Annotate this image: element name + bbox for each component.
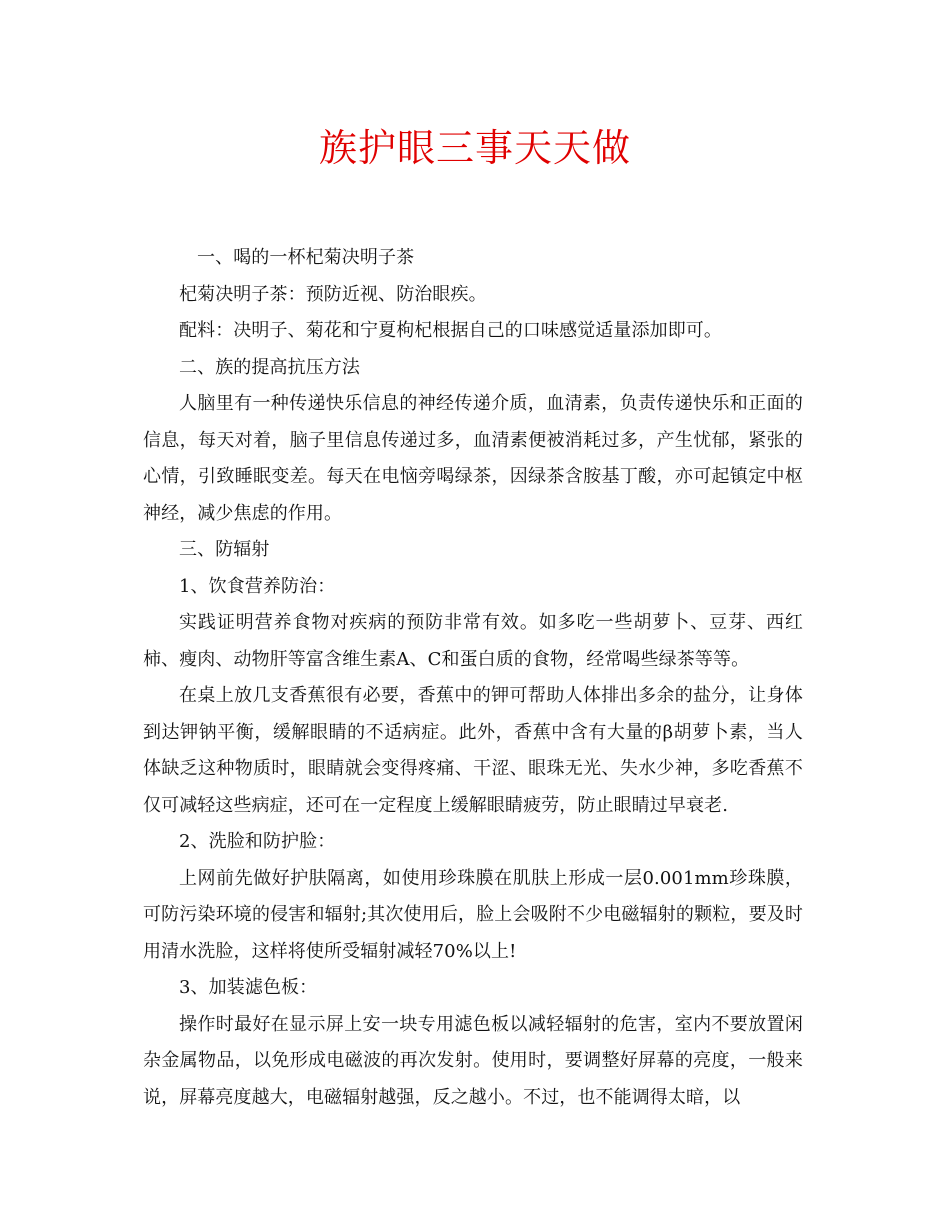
document-title: 族护眼三事天天做 (318, 126, 631, 170)
paragraph: 实践证明营养食物对疾病的预防非常有效。如多吃一些胡萝卜、豆芽、西红柿、瘦肉、动物肝等富含维生素A、C和蛋白质的食物，经常喝些绿茶等等。 (143, 612, 803, 670)
paragraph: 上网前先做好护肤隔离，如使用珍珠膜在肌肤上形成一层0.001mm珍珠膜，可防污染环境的侵害和辐射;其次使用后，脸上会吸附不少电磁辐射的颗粒，要及时用清水洗脸，这样将使所受辐射减轻70%以上! (143, 867, 803, 962)
paragraph: 人脑里有一种传递快乐信息的神经传递介质，血清素，负责传递快乐和正面的信息，每天对着，脑子里信息传递过多，血清素便被消耗过多，产生忧郁，紧张的心情，引致睡眠变差。每天在电恼旁喝绿茶，因绿茶含胺基丁酸，亦可起镇定中枢神经，减少焦虑的作用。 (143, 393, 803, 524)
document-body (143, 240, 803, 1116)
subheading-2: 2、洗脸和防护脸： (179, 831, 336, 852)
paragraph: 配料：决明子、菊花和宁夏枸杞根据自己的口味感觉适量添加即可。 (179, 320, 722, 341)
subheading-1: 1、饮食营养防治： (179, 575, 336, 597)
paragraph: 杞菊决明子茶：预防近视、防治眼疾。 (179, 283, 487, 305)
section-heading-1: 一、喝的一杯杞菊决明子茶 (197, 247, 415, 268)
section-heading-3: 三、防辐射 (179, 539, 270, 560)
paragraph: 操作时最好在显示屏上安一块专用滤色板以减轻辐射的危害，室内不要放置闲杂金属物品，以免形成电磁波的再次发射。使用时，要调整好屏幕的亮度，一般来说，屏幕亮度越大，电磁辐射越强，反之越小。不过，也不能调得太暗，以 (143, 1013, 803, 1108)
subheading-3: 3、加装滤色板： (179, 977, 318, 998)
section-heading-2: 二、族的提高抗压方法 (179, 356, 360, 378)
paragraph: 在桌上放几支香蕉很有必要，香蕉中的钾可帮助人体排出多余的盐分，让身体到达钾钠平衡，缓解眼睛的不适病症。此外，香蕉中含有大量的β胡萝卜素，当人体缺乏这种物质时，眼睛就会变得疼痛、干涩、眼珠无光、失水少神，多吃香蕉不仅可减轻这些病症，还可在一定程度上缓解眼睛疲劳，防止眼睛过早衰老. (143, 685, 803, 816)
